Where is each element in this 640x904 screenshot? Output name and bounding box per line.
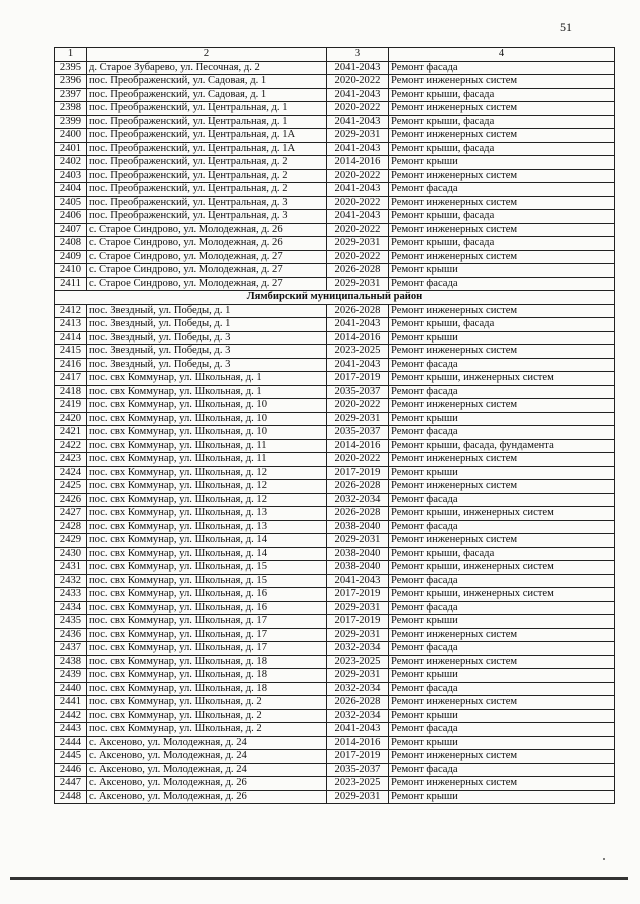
row-period: 2020-2022 bbox=[327, 169, 389, 183]
row-number: 2419 bbox=[55, 399, 87, 413]
table-body-top bbox=[55, 61, 615, 291]
row-period: 2029-2031 bbox=[327, 628, 389, 642]
table-row bbox=[55, 507, 615, 521]
row-number: 2427 bbox=[55, 507, 87, 521]
row-period: 2026-2028 bbox=[327, 507, 389, 521]
row-work-type: Ремонт крыши bbox=[389, 709, 615, 723]
table-row bbox=[55, 655, 615, 669]
row-work-type: Ремонт инженерных систем bbox=[389, 696, 615, 710]
row-period: 2014-2016 bbox=[327, 331, 389, 345]
row-period: 2023-2025 bbox=[327, 345, 389, 359]
row-address: пос. Преображенский, ул. Садовая, д. 1 bbox=[87, 75, 327, 89]
row-work-type: Ремонт крыши bbox=[389, 466, 615, 480]
row-number: 2428 bbox=[55, 520, 87, 534]
row-work-type: Ремонт крыши, инженерных систем bbox=[389, 588, 615, 602]
table-row bbox=[55, 682, 615, 696]
row-period: 2041-2043 bbox=[327, 183, 389, 197]
table-row bbox=[55, 669, 615, 683]
row-address: пос. свх Коммунар, ул. Школьная, д. 16 bbox=[87, 601, 327, 615]
table-row bbox=[55, 331, 615, 345]
row-number: 2417 bbox=[55, 372, 87, 386]
row-period: 2017-2019 bbox=[327, 588, 389, 602]
row-number: 2422 bbox=[55, 439, 87, 453]
row-period: 2026-2028 bbox=[327, 264, 389, 278]
row-work-type: Ремонт крыши, инженерных систем bbox=[389, 561, 615, 575]
page-number: 51 bbox=[560, 20, 572, 34]
row-work-type: Ремонт инженерных систем bbox=[389, 250, 615, 264]
row-number: 2433 bbox=[55, 588, 87, 602]
row-work-type: Ремонт крыши bbox=[389, 790, 615, 804]
row-period: 2023-2025 bbox=[327, 655, 389, 669]
header-col-1: 1 bbox=[55, 48, 87, 62]
table-row bbox=[55, 750, 615, 764]
row-address: пос. свх Коммунар, ул. Школьная, д. 10 bbox=[87, 426, 327, 440]
header-col-2: 2 bbox=[87, 48, 327, 62]
row-address: пос. Преображенский, ул. Центральная, д. 1А bbox=[87, 142, 327, 156]
row-number: 2403 bbox=[55, 169, 87, 183]
row-period: 2029-2031 bbox=[327, 129, 389, 143]
row-number: 2414 bbox=[55, 331, 87, 345]
table-row bbox=[55, 385, 615, 399]
row-period: 2020-2022 bbox=[327, 453, 389, 467]
row-period: 2038-2040 bbox=[327, 547, 389, 561]
row-work-type: Ремонт инженерных систем bbox=[389, 169, 615, 183]
row-period: 2041-2043 bbox=[327, 318, 389, 332]
table-row bbox=[55, 723, 615, 737]
row-address: пос. свх Коммунар, ул. Школьная, д. 12 bbox=[87, 493, 327, 507]
row-number: 2429 bbox=[55, 534, 87, 548]
row-address: пос. свх Коммунар, ул. Школьная, д. 2 bbox=[87, 709, 327, 723]
table-row bbox=[55, 75, 615, 89]
row-address: пос. свх Коммунар, ул. Школьная, д. 18 bbox=[87, 655, 327, 669]
row-address: пос. Преображенский, ул. Центральная, д. 1 bbox=[87, 115, 327, 129]
row-address: пос. Преображенский, ул. Центральная, д. 2 bbox=[87, 169, 327, 183]
row-number: 2444 bbox=[55, 736, 87, 750]
row-address: пос. свх Коммунар, ул. Школьная, д. 14 bbox=[87, 534, 327, 548]
row-period: 2020-2022 bbox=[327, 223, 389, 237]
row-address: д. Старое Зубарево, ул. Песочная, д. 2 bbox=[87, 61, 327, 75]
row-address: с. Старое Синдрово, ул. Молодежная, д. 27 bbox=[87, 250, 327, 264]
row-period: 2041-2043 bbox=[327, 358, 389, 372]
table-row bbox=[55, 129, 615, 143]
row-period: 2014-2016 bbox=[327, 439, 389, 453]
row-period: 2029-2031 bbox=[327, 237, 389, 251]
row-address: пос. Преображенский, ул. Центральная, д. 2 bbox=[87, 156, 327, 170]
row-address: пос. свх Коммунар, ул. Школьная, д. 15 bbox=[87, 561, 327, 575]
row-work-type: Ремонт фасада bbox=[389, 574, 615, 588]
table-row bbox=[55, 426, 615, 440]
row-work-type: Ремонт инженерных систем bbox=[389, 223, 615, 237]
row-period: 2038-2040 bbox=[327, 520, 389, 534]
repair-schedule-table bbox=[54, 47, 615, 804]
table-row bbox=[55, 250, 615, 264]
row-work-type: Ремонт фасада bbox=[389, 426, 615, 440]
table-row bbox=[55, 493, 615, 507]
row-number: 2397 bbox=[55, 88, 87, 102]
row-number: 2395 bbox=[55, 61, 87, 75]
row-address: пос. свх Коммунар, ул. Школьная, д. 17 bbox=[87, 642, 327, 656]
row-work-type: Ремонт инженерных систем bbox=[389, 453, 615, 467]
row-period: 2017-2019 bbox=[327, 372, 389, 386]
row-number: 2432 bbox=[55, 574, 87, 588]
row-number: 2443 bbox=[55, 723, 87, 737]
section-title: Лямбирский муниципальный район bbox=[55, 291, 615, 305]
row-period: 2020-2022 bbox=[327, 75, 389, 89]
row-address: с. Старое Синдрово, ул. Молодежная, д. 26 bbox=[87, 237, 327, 251]
table-row bbox=[55, 615, 615, 629]
table-row bbox=[55, 588, 615, 602]
table-row bbox=[55, 304, 615, 318]
row-address: с. Аксеново, ул. Молодежная, д. 26 bbox=[87, 790, 327, 804]
row-work-type: Ремонт инженерных систем bbox=[389, 75, 615, 89]
row-address: пос. Преображенский, ул. Садовая, д. 1 bbox=[87, 88, 327, 102]
table-row bbox=[55, 196, 615, 210]
row-number: 2425 bbox=[55, 480, 87, 494]
row-work-type: Ремонт инженерных систем bbox=[389, 750, 615, 764]
row-work-type: Ремонт фасада bbox=[389, 601, 615, 615]
row-work-type: Ремонт крыши, инженерных систем bbox=[389, 507, 615, 521]
table-row bbox=[55, 223, 615, 237]
row-work-type: Ремонт крыши bbox=[389, 615, 615, 629]
row-work-type: Ремонт фасада bbox=[389, 723, 615, 737]
row-work-type: Ремонт крыши bbox=[389, 156, 615, 170]
row-number: 2445 bbox=[55, 750, 87, 764]
table-row bbox=[55, 88, 615, 102]
row-period: 2029-2031 bbox=[327, 790, 389, 804]
header-col-4: 4 bbox=[389, 48, 615, 62]
row-number: 2439 bbox=[55, 669, 87, 683]
row-number: 2408 bbox=[55, 237, 87, 251]
row-period: 2035-2037 bbox=[327, 763, 389, 777]
row-work-type: Ремонт инженерных систем bbox=[389, 480, 615, 494]
row-number: 2409 bbox=[55, 250, 87, 264]
row-work-type: Ремонт инженерных систем bbox=[389, 345, 615, 359]
row-work-type: Ремонт крыши, фасада bbox=[389, 142, 615, 156]
table-row bbox=[55, 547, 615, 561]
table-row bbox=[55, 736, 615, 750]
row-number: 2426 bbox=[55, 493, 87, 507]
row-number: 2396 bbox=[55, 75, 87, 89]
row-number: 2416 bbox=[55, 358, 87, 372]
row-number: 2415 bbox=[55, 345, 87, 359]
row-address: пос. свх Коммунар, ул. Школьная, д. 2 bbox=[87, 723, 327, 737]
row-address: пос. Звездный, ул. Победы, д. 3 bbox=[87, 331, 327, 345]
row-period: 2041-2043 bbox=[327, 210, 389, 224]
table-row bbox=[55, 210, 615, 224]
row-address: пос. Звездный, ул. Победы, д. 1 bbox=[87, 304, 327, 318]
row-number: 2402 bbox=[55, 156, 87, 170]
row-address: пос. свх Коммунар, ул. Школьная, д. 2 bbox=[87, 696, 327, 710]
row-number: 2405 bbox=[55, 196, 87, 210]
row-period: 2032-2034 bbox=[327, 682, 389, 696]
row-period: 2029-2031 bbox=[327, 412, 389, 426]
row-period: 2032-2034 bbox=[327, 709, 389, 723]
row-period: 2041-2043 bbox=[327, 88, 389, 102]
row-number: 2410 bbox=[55, 264, 87, 278]
row-number: 2413 bbox=[55, 318, 87, 332]
row-address: с. Старое Синдрово, ул. Молодежная, д. 27 bbox=[87, 277, 327, 291]
table-row bbox=[55, 628, 615, 642]
row-address: пос. свх Коммунар, ул. Школьная, д. 18 bbox=[87, 669, 327, 683]
row-work-type: Ремонт крыши, фасада bbox=[389, 210, 615, 224]
row-address: пос. свх Коммунар, ул. Школьная, д. 17 bbox=[87, 615, 327, 629]
section-body bbox=[55, 291, 615, 305]
row-work-type: Ремонт инженерных систем bbox=[389, 129, 615, 143]
table-row bbox=[55, 264, 615, 278]
row-address: с. Старое Синдрово, ул. Молодежная, д. 27 bbox=[87, 264, 327, 278]
row-address: пос. Преображенский, ул. Центральная, д. 2 bbox=[87, 183, 327, 197]
row-number: 2442 bbox=[55, 709, 87, 723]
row-address: пос. свх Коммунар, ул. Школьная, д. 14 bbox=[87, 547, 327, 561]
row-number: 2434 bbox=[55, 601, 87, 615]
row-number: 2406 bbox=[55, 210, 87, 224]
row-work-type: Ремонт фасада bbox=[389, 358, 615, 372]
table-row bbox=[55, 183, 615, 197]
row-work-type: Ремонт крыши, фасада bbox=[389, 237, 615, 251]
row-period: 2041-2043 bbox=[327, 574, 389, 588]
table-row bbox=[55, 412, 615, 426]
row-period: 2014-2016 bbox=[327, 736, 389, 750]
row-number: 2407 bbox=[55, 223, 87, 237]
row-address: пос. свх Коммунар, ул. Школьная, д. 18 bbox=[87, 682, 327, 696]
row-work-type: Ремонт инженерных систем bbox=[389, 399, 615, 413]
row-period: 2017-2019 bbox=[327, 466, 389, 480]
row-work-type: Ремонт крыши bbox=[389, 264, 615, 278]
table-row bbox=[55, 399, 615, 413]
row-address: пос. Звездный, ул. Победы, д. 3 bbox=[87, 358, 327, 372]
table-row bbox=[55, 790, 615, 804]
row-work-type: Ремонт фасада bbox=[389, 277, 615, 291]
row-number: 2430 bbox=[55, 547, 87, 561]
row-work-type: Ремонт фасада bbox=[389, 183, 615, 197]
row-address: с. Старое Синдрово, ул. Молодежная, д. 26 bbox=[87, 223, 327, 237]
row-number: 2412 bbox=[55, 304, 87, 318]
row-address: пос. свх Коммунар, ул. Школьная, д. 1 bbox=[87, 385, 327, 399]
row-address: с. Аксеново, ул. Молодежная, д. 26 bbox=[87, 777, 327, 791]
row-period: 2032-2034 bbox=[327, 493, 389, 507]
row-address: пос. свх Коммунар, ул. Школьная, д. 10 bbox=[87, 399, 327, 413]
row-address: пос. свх Коммунар, ул. Школьная, д. 1 bbox=[87, 372, 327, 386]
table-row bbox=[55, 642, 615, 656]
table-row bbox=[55, 277, 615, 291]
row-number: 2436 bbox=[55, 628, 87, 642]
row-number: 2424 bbox=[55, 466, 87, 480]
table-row bbox=[55, 453, 615, 467]
row-period: 2026-2028 bbox=[327, 304, 389, 318]
table-row bbox=[55, 709, 615, 723]
row-number: 2399 bbox=[55, 115, 87, 129]
table-row bbox=[55, 115, 615, 129]
row-number: 2448 bbox=[55, 790, 87, 804]
row-address: пос. Преображенский, ул. Центральная, д. 1А bbox=[87, 129, 327, 143]
row-period: 2014-2016 bbox=[327, 156, 389, 170]
row-period: 2020-2022 bbox=[327, 102, 389, 116]
row-address: пос. Преображенский, ул. Центральная, д. 3 bbox=[87, 196, 327, 210]
table-row bbox=[55, 601, 615, 615]
row-number: 2398 bbox=[55, 102, 87, 116]
row-period: 2017-2019 bbox=[327, 750, 389, 764]
table-row bbox=[55, 169, 615, 183]
table-header-row bbox=[55, 48, 615, 62]
row-address: пос. свх Коммунар, ул. Школьная, д. 15 bbox=[87, 574, 327, 588]
row-address: с. Аксеново, ул. Молодежная, д. 24 bbox=[87, 736, 327, 750]
row-period: 2041-2043 bbox=[327, 115, 389, 129]
row-address: с. Аксеново, ул. Молодежная, д. 24 bbox=[87, 750, 327, 764]
row-work-type: Ремонт крыши bbox=[389, 412, 615, 426]
row-work-type: Ремонт фасада bbox=[389, 61, 615, 75]
row-number: 2420 bbox=[55, 412, 87, 426]
row-work-type: Ремонт инженерных систем bbox=[389, 304, 615, 318]
table-row bbox=[55, 318, 615, 332]
table-row bbox=[55, 480, 615, 494]
row-period: 2035-2037 bbox=[327, 385, 389, 399]
row-work-type: Ремонт фасада bbox=[389, 520, 615, 534]
row-address: пос. свх Коммунар, ул. Школьная, д. 12 bbox=[87, 480, 327, 494]
row-work-type: Ремонт инженерных систем bbox=[389, 534, 615, 548]
row-number: 2411 bbox=[55, 277, 87, 291]
row-address: пос. свх Коммунар, ул. Школьная, д. 12 bbox=[87, 466, 327, 480]
row-period: 2020-2022 bbox=[327, 399, 389, 413]
table-row bbox=[55, 102, 615, 116]
row-number: 2447 bbox=[55, 777, 87, 791]
table-row bbox=[55, 561, 615, 575]
row-address: пос. Преображенский, ул. Центральная, д. 1 bbox=[87, 102, 327, 116]
row-number: 2400 bbox=[55, 129, 87, 143]
row-work-type: Ремонт крыши, фасада bbox=[389, 115, 615, 129]
table-row bbox=[55, 574, 615, 588]
row-period: 2020-2022 bbox=[327, 250, 389, 264]
table-row bbox=[55, 696, 615, 710]
row-address: пос. Звездный, ул. Победы, д. 1 bbox=[87, 318, 327, 332]
row-work-type: Ремонт инженерных систем bbox=[389, 102, 615, 116]
row-address: пос. свх Коммунар, ул. Школьная, д. 10 bbox=[87, 412, 327, 426]
row-address: с. Аксеново, ул. Молодежная, д. 24 bbox=[87, 763, 327, 777]
table-row bbox=[55, 345, 615, 359]
row-number: 2431 bbox=[55, 561, 87, 575]
row-period: 2026-2028 bbox=[327, 696, 389, 710]
table-row bbox=[55, 777, 615, 791]
row-number: 2446 bbox=[55, 763, 87, 777]
row-period: 2041-2043 bbox=[327, 723, 389, 737]
row-address: пос. свх Коммунар, ул. Школьная, д. 16 bbox=[87, 588, 327, 602]
row-period: 2023-2025 bbox=[327, 777, 389, 791]
row-number: 2423 bbox=[55, 453, 87, 467]
row-work-type: Ремонт инженерных систем bbox=[389, 655, 615, 669]
row-period: 2041-2043 bbox=[327, 61, 389, 75]
row-number: 2437 bbox=[55, 642, 87, 656]
row-address: пос. свх Коммунар, ул. Школьная, д. 11 bbox=[87, 439, 327, 453]
row-number: 2401 bbox=[55, 142, 87, 156]
row-work-type: Ремонт инженерных систем bbox=[389, 777, 615, 791]
row-work-type: Ремонт крыши, фасада, фундамента bbox=[389, 439, 615, 453]
row-period: 2020-2022 bbox=[327, 196, 389, 210]
row-address: пос. свх Коммунар, ул. Школьная, д. 13 bbox=[87, 520, 327, 534]
row-address: пос. Звездный, ул. Победы, д. 3 bbox=[87, 345, 327, 359]
table-row bbox=[55, 372, 615, 386]
row-period: 2029-2031 bbox=[327, 669, 389, 683]
table-row bbox=[55, 237, 615, 251]
row-work-type: Ремонт крыши, фасада bbox=[389, 318, 615, 332]
scan-speck bbox=[603, 858, 605, 860]
section-header-row bbox=[55, 291, 615, 305]
row-work-type: Ремонт фасада bbox=[389, 493, 615, 507]
table-row bbox=[55, 534, 615, 548]
table-row bbox=[55, 763, 615, 777]
row-number: 2438 bbox=[55, 655, 87, 669]
bottom-rule bbox=[10, 877, 628, 880]
table-row bbox=[55, 466, 615, 480]
row-number: 2435 bbox=[55, 615, 87, 629]
table-row bbox=[55, 156, 615, 170]
row-work-type: Ремонт крыши bbox=[389, 331, 615, 345]
row-number: 2440 bbox=[55, 682, 87, 696]
row-number: 2418 bbox=[55, 385, 87, 399]
row-work-type: Ремонт крыши bbox=[389, 669, 615, 683]
row-period: 2029-2031 bbox=[327, 534, 389, 548]
row-work-type: Ремонт инженерных систем bbox=[389, 628, 615, 642]
row-work-type: Ремонт крыши, фасада bbox=[389, 547, 615, 561]
table-body-bottom bbox=[55, 304, 615, 804]
row-work-type: Ремонт крыши bbox=[389, 736, 615, 750]
row-address: пос. Преображенский, ул. Центральная, д. 3 bbox=[87, 210, 327, 224]
row-period: 2029-2031 bbox=[327, 601, 389, 615]
row-period: 2017-2019 bbox=[327, 615, 389, 629]
row-work-type: Ремонт крыши, инженерных систем bbox=[389, 372, 615, 386]
row-period: 2038-2040 bbox=[327, 561, 389, 575]
header-col-3: 3 bbox=[327, 48, 389, 62]
table-row bbox=[55, 61, 615, 75]
row-number: 2421 bbox=[55, 426, 87, 440]
row-work-type: Ремонт фасада bbox=[389, 763, 615, 777]
row-address: пос. свх Коммунар, ул. Школьная, д. 11 bbox=[87, 453, 327, 467]
table-row bbox=[55, 142, 615, 156]
row-period: 2035-2037 bbox=[327, 426, 389, 440]
table-row bbox=[55, 439, 615, 453]
table-row bbox=[55, 358, 615, 372]
row-address: пос. свх Коммунар, ул. Школьная, д. 13 bbox=[87, 507, 327, 521]
table-row bbox=[55, 520, 615, 534]
row-work-type: Ремонт фасада bbox=[389, 642, 615, 656]
row-number: 2404 bbox=[55, 183, 87, 197]
row-work-type: Ремонт фасада bbox=[389, 385, 615, 399]
row-work-type: Ремонт фасада bbox=[389, 682, 615, 696]
row-period: 2041-2043 bbox=[327, 142, 389, 156]
row-address: пос. свх Коммунар, ул. Школьная, д. 17 bbox=[87, 628, 327, 642]
row-period: 2032-2034 bbox=[327, 642, 389, 656]
row-period: 2026-2028 bbox=[327, 480, 389, 494]
row-work-type: Ремонт крыши, фасада bbox=[389, 88, 615, 102]
row-number: 2441 bbox=[55, 696, 87, 710]
row-period: 2029-2031 bbox=[327, 277, 389, 291]
row-work-type: Ремонт инженерных систем bbox=[389, 196, 615, 210]
